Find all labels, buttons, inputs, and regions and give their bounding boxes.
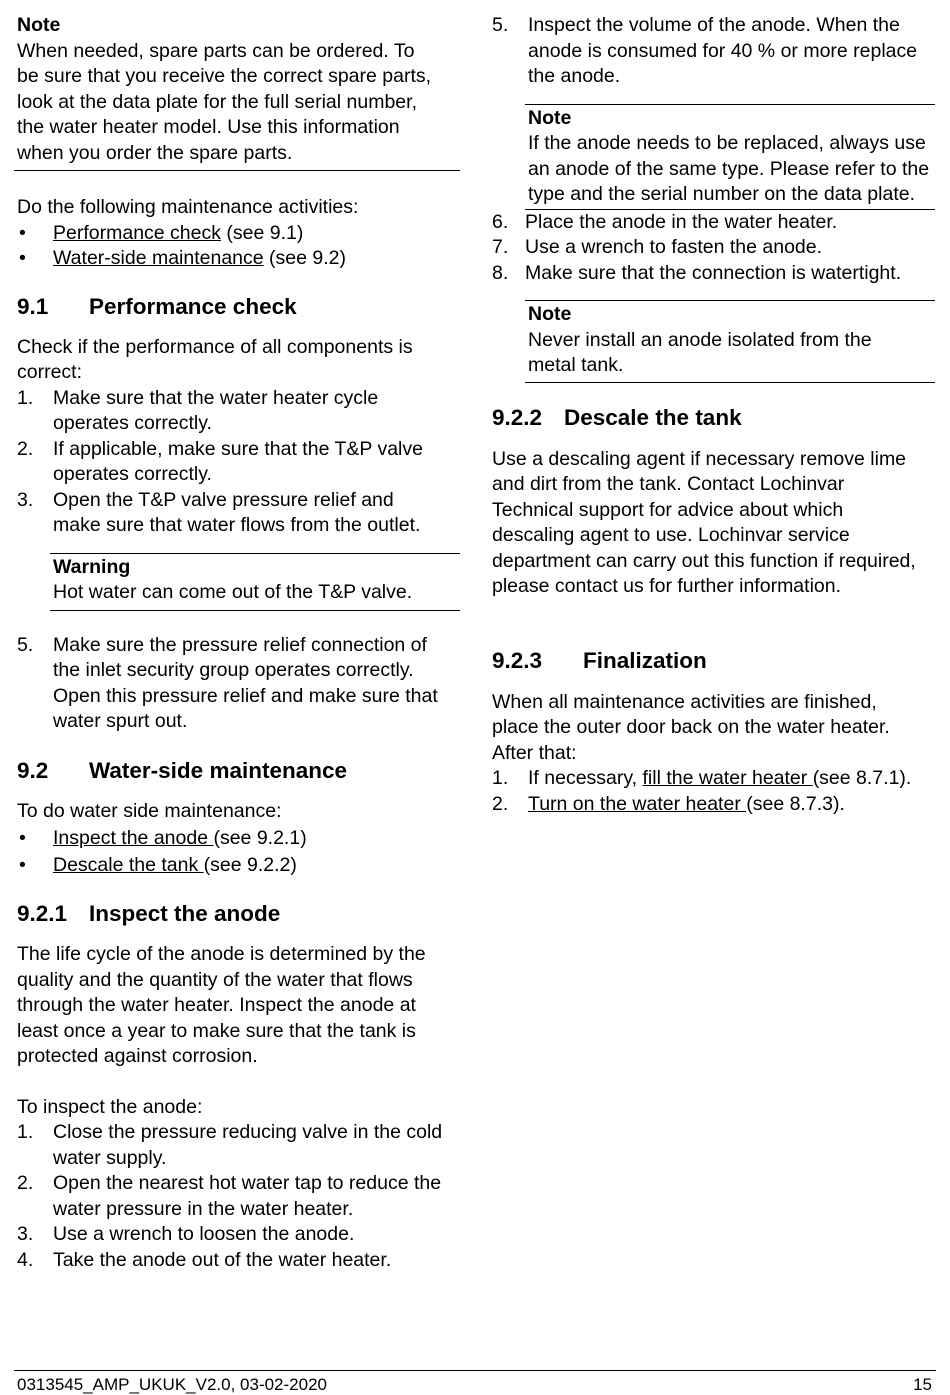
link-turn-on-water-heater[interactable]: Turn on the water heater	[528, 792, 747, 815]
section-paragraph	[17, 942, 460, 1070]
list-item	[17, 386, 460, 437]
footer-divider	[14, 1370, 936, 1371]
paragraph-line: through the water heater. Inspect the anode at	[17, 994, 416, 1016]
warning-bottom-rule	[50, 610, 460, 611]
left-column	[17, 13, 460, 1273]
list-item	[17, 853, 460, 879]
section-heading-9-2	[17, 757, 460, 785]
note-line: type and the serial number on the data plate.	[528, 183, 916, 205]
list-item	[492, 13, 935, 90]
list-item	[17, 488, 460, 539]
step-line: Open this pressure relief and make sure that	[53, 684, 438, 707]
section-title: Descale the tank	[564, 404, 742, 430]
step-line: Close the pressure reducing valve in the cold	[53, 1121, 443, 1143]
step-line: Use a wrench to fasten the anode.	[525, 236, 823, 258]
note-line: the water heater model. Use this information	[17, 116, 400, 138]
reference-text: (see 9.2.2)	[203, 853, 297, 876]
list-item	[17, 826, 460, 852]
step-number: 1.	[17, 1121, 34, 1143]
step-number: 1.	[492, 767, 509, 789]
bullet-icon: •	[19, 827, 26, 849]
list-item	[17, 221, 460, 247]
list-item	[17, 1120, 460, 1171]
section-intro: To do water side maintenance:	[17, 799, 282, 822]
warning-box	[50, 553, 460, 611]
step-line: water supply.	[53, 1146, 167, 1169]
step-line: operates correctly.	[53, 412, 212, 434]
list-item	[17, 246, 460, 272]
step-line: water spurt out.	[53, 710, 188, 732]
paragraph-line: protected against corrosion.	[17, 1045, 258, 1067]
step-number: 7.	[492, 236, 509, 258]
note-line: when you order the spare parts.	[17, 141, 293, 164]
note-bottom-rule	[525, 382, 935, 383]
section-title: Inspect the anode	[89, 901, 281, 926]
list-item	[17, 1248, 460, 1274]
list-item	[17, 437, 460, 488]
paragraph-line: Technical support for advice about which	[492, 498, 844, 521]
paragraph-line: When all maintenance activities are finished,	[492, 690, 877, 713]
paragraph-line: place the outer door back on the water heater.	[492, 716, 890, 738]
paragraph-line: least once a year to make sure that the tank is	[17, 1019, 416, 1042]
step-number: 2.	[17, 1172, 34, 1194]
section-number: 9.2.3	[492, 647, 543, 673]
step-text: If necessary,	[528, 767, 643, 789]
step-line: operates correctly.	[53, 463, 212, 485]
note-box-spare-parts	[17, 13, 460, 166]
note-line: metal tank.	[528, 354, 624, 376]
bullet-icon: •	[19, 221, 26, 244]
bullet-icon: •	[19, 853, 26, 876]
paragraph-line: Use a descaling agent if necessary remove lime	[492, 447, 907, 470]
list-item	[492, 792, 935, 818]
maintenance-lead: Do the following maintenance activities:	[17, 196, 359, 218]
section-intro	[17, 335, 460, 386]
list-item	[17, 1171, 460, 1222]
link-water-side-maintenance[interactable]: Water-side maintenance	[53, 247, 264, 269]
note-box-anode-type	[525, 104, 935, 210]
list-item	[17, 633, 460, 735]
section-paragraph	[492, 447, 935, 600]
reference-text: (see 8.7.3).	[746, 792, 845, 815]
step-line: Make sure that the water heater cycle	[53, 386, 379, 409]
section-heading-9-2-1	[17, 900, 460, 928]
link-inspect-anode[interactable]: Inspect the anode	[53, 827, 214, 849]
step-line: Make sure the pressure relief connection of	[53, 633, 427, 656]
section-number: 9.1	[17, 293, 49, 319]
step-number: 2.	[17, 437, 34, 460]
step-line: Inspect the volume of the anode. When the	[528, 14, 900, 36]
step-number: 6.	[492, 210, 509, 233]
paragraph-line: and dirt from the tank. Contact Lochinvar	[492, 473, 845, 495]
link-fill-water-heater[interactable]: fill the water heater	[642, 767, 813, 789]
step-line: the anode.	[528, 65, 621, 87]
step-line: anode is consumed for 40 % or more replace	[528, 39, 918, 62]
section-heading-9-2-2	[492, 404, 935, 432]
step-line: Take the anode out of the water heater.	[53, 1248, 392, 1271]
section-title: Finalization	[583, 647, 707, 673]
note-line: When needed, spare parts can be ordered. To	[17, 39, 415, 62]
reference-text: (see 9.2.1)	[213, 827, 307, 849]
right-column	[492, 13, 935, 817]
paragraph-line: quality and the quantity of the water that flows	[17, 968, 413, 991]
note-title: Note	[528, 303, 572, 325]
step-number: 5.	[492, 14, 509, 36]
bullet-icon: •	[19, 247, 26, 269]
step-line: Place the anode in the water heater.	[525, 210, 838, 233]
reference-text: (see 9.2)	[263, 247, 346, 269]
list-item	[492, 210, 935, 236]
warning-text: Hot water can come out of the T&P valve.	[53, 581, 413, 603]
link-descale-tank[interactable]: Descale the tank	[53, 853, 204, 876]
page-number: 15	[913, 1375, 932, 1394]
section-number: 9.2.1	[17, 901, 68, 926]
step-line: make sure that water flows from the outlet.	[53, 514, 421, 536]
intro-line: Check if the performance of all components is	[17, 335, 413, 358]
step-line: the inlet security group operates correctly.	[53, 659, 414, 681]
section-heading-9-1	[17, 293, 460, 321]
warning-title: Warning	[53, 555, 131, 578]
steps-lead: To inspect the anode:	[17, 1095, 203, 1118]
paragraph-line: department can carry out this function if required,	[492, 549, 916, 572]
step-number: 1.	[17, 386, 34, 409]
note-line: look at the data plate for the full serial number,	[17, 90, 417, 113]
note-title: Note	[528, 106, 572, 129]
step-line: Use a wrench to loosen the anode.	[53, 1223, 355, 1245]
step-number: 8.	[492, 261, 509, 284]
step-number: 4.	[17, 1248, 34, 1271]
list-item	[492, 766, 935, 792]
paragraph-line: descaling agent to use. Lochinvar service	[492, 524, 850, 546]
step-line: Open the T&P valve pressure relief and	[53, 488, 394, 511]
reference-text: (see 9.1)	[221, 221, 304, 244]
step-number: 2.	[492, 792, 509, 815]
section-title: Performance check	[89, 293, 297, 319]
note-title: Note	[17, 14, 61, 36]
step-line: Make sure that the connection is watertight.	[525, 261, 902, 284]
list-item	[17, 1222, 460, 1248]
section-paragraph	[492, 690, 935, 767]
step-line: If applicable, make sure that the T&P valve	[53, 437, 423, 460]
paragraph-line: The life cycle of the anode is determined by the	[17, 943, 426, 965]
list-item	[492, 261, 935, 287]
reference-text: (see 8.7.1).	[812, 767, 912, 789]
note-line: an anode of the same type. Please refer to the	[528, 157, 930, 180]
note-line: If the anode needs to be replaced, always use	[528, 132, 926, 154]
section-number: 9.2	[17, 757, 49, 783]
step-line: water pressure in the water heater.	[53, 1197, 354, 1220]
paragraph-line: After that:	[492, 741, 577, 764]
step-line: Open the nearest hot water tap to reduce the	[53, 1172, 442, 1194]
intro-line: correct:	[17, 361, 83, 383]
step-number: 3.	[17, 488, 34, 511]
section-heading-9-2-3	[492, 647, 935, 675]
note-line: Never install an anode isolated from the	[528, 328, 872, 351]
section-title: Water-side maintenance	[89, 757, 347, 783]
link-performance-check[interactable]: Performance check	[53, 221, 221, 244]
list-item	[492, 235, 935, 261]
step-number: 3.	[17, 1223, 34, 1245]
paragraph-line: please contact us for further information.	[492, 575, 842, 597]
note-box-anode-isolation	[525, 300, 935, 383]
step-number: 5.	[17, 633, 34, 656]
note-line: be sure that you receive the correct spare parts,	[17, 65, 432, 87]
footer-document-id: 0313545_AMP_UKUK_V2.0, 03-02-2020	[17, 1375, 327, 1394]
section-number: 9.2.2	[492, 404, 543, 430]
